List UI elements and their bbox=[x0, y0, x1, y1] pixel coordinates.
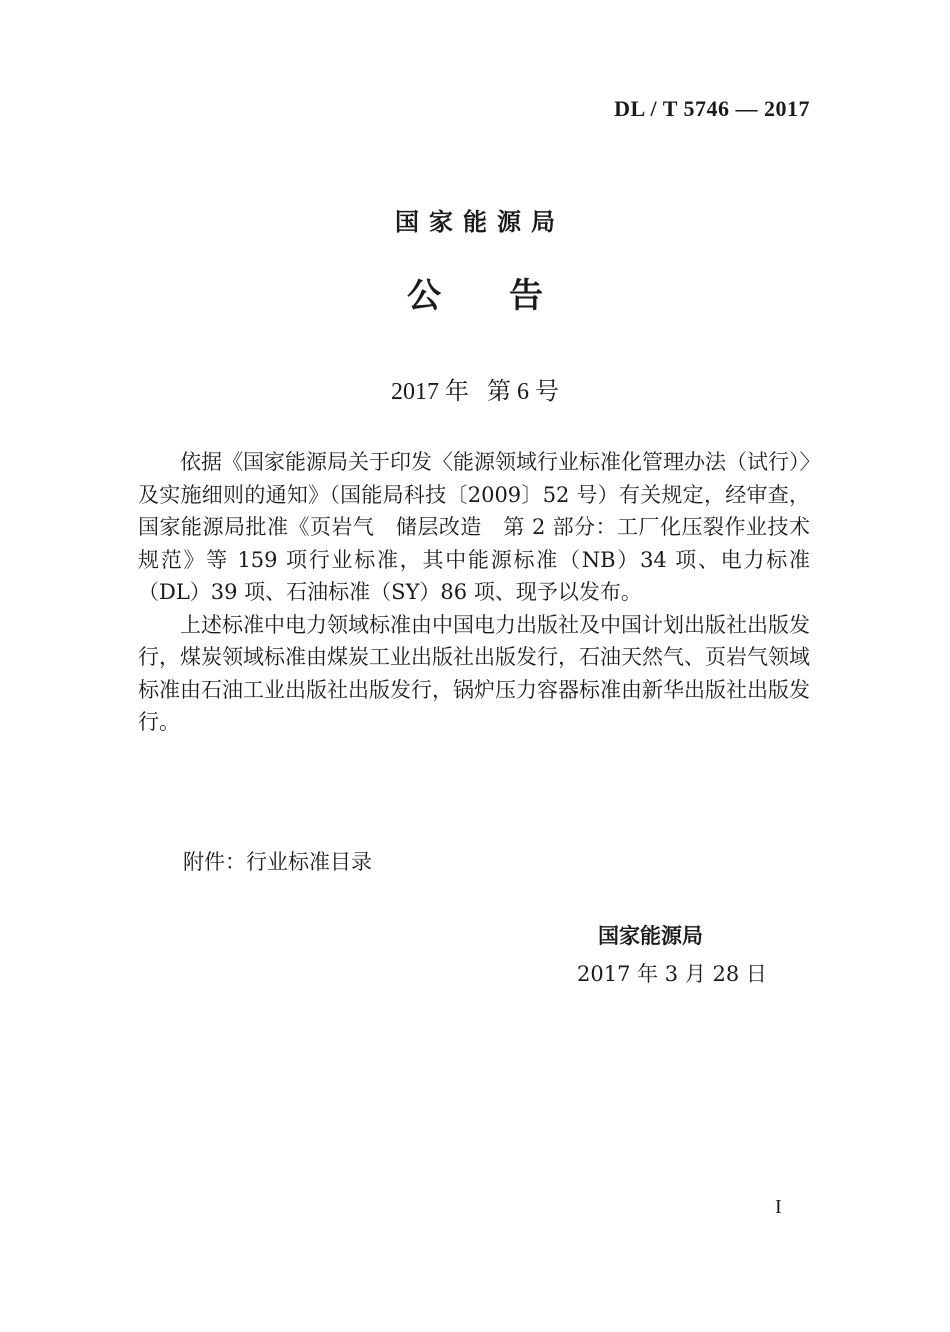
document-title: 公告 bbox=[407, 276, 611, 316]
standard-code: DL / T 5746 — 2017 bbox=[614, 96, 810, 121]
body-paragraph-1: 依据《国家能源局关于印发〈能源领域行业标准化管理办法（试行）〉及实施细则的通知》（国能局科技〔2009〕52 号）有关规定，经审查，国家能源局批准《页岩气 储层改造 第 2 部分：工厂化压裂作业技术规范》等 159 项行业标准，其中能源标准（NB）34 项、电力标准（DL）39 项、石油标准（SY）86 项、现予以发布。 bbox=[138, 450, 810, 604]
signature-date: 2017 年 3 月 28 日 bbox=[577, 962, 767, 986]
issuer-name: 国家能源局 bbox=[395, 208, 565, 236]
signature-organization: 国家能源局 bbox=[598, 924, 703, 948]
body-paragraph-2: 上述标准中电力领域标准由中国电力出版社及中国计划出版社出版发行，煤炭领域标准由煤炭工业出版社出版发行，石油天然气、页岩气领域标准由石油工业出版社出版发行，锅炉压力容器标准由新华出版社出版发行。 bbox=[138, 612, 810, 734]
announcement-body bbox=[138, 446, 810, 739]
page-number: I bbox=[775, 1196, 782, 1218]
attachment-line: 附件：行业标准目录 bbox=[183, 850, 372, 874]
announcement-number: 2017 年 第 6 号 bbox=[391, 379, 559, 405]
